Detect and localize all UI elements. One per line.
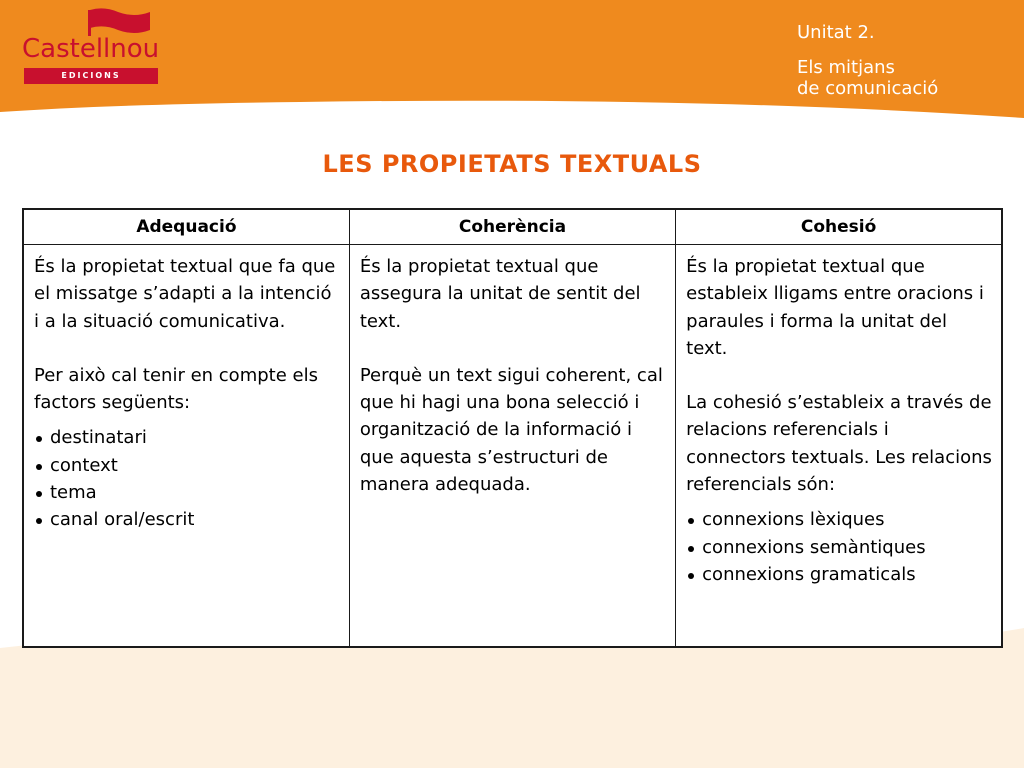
brand-name: Castellnou xyxy=(22,34,160,64)
header-adequacio: Adequació xyxy=(23,209,349,245)
adequacio-factors-intro: Per això cal tenir en compte els factors següents: xyxy=(34,364,318,414)
list-item: connexions gramaticals xyxy=(686,561,993,588)
list-item: connexions lèxiques xyxy=(686,506,993,533)
cell-cohesio xyxy=(676,245,1002,648)
cell-coherencia xyxy=(349,245,675,648)
unit-subtitle-line2: de comunicació xyxy=(797,78,939,99)
unit-title: Unitat 2. xyxy=(797,22,875,43)
cell-adequacio xyxy=(23,245,349,648)
header-cohesio: Cohesió xyxy=(676,209,1002,245)
list-item: connexions semàntiques xyxy=(686,534,993,561)
list-item: destinatari xyxy=(34,424,341,451)
cohesio-relations-list xyxy=(686,506,993,588)
coherencia-detail: Perquè un text sigui coherent, cal que hi hagi una bona selecció i organització de la informació i que aquesta s’estructuri de manera adequada. xyxy=(359,364,663,496)
header-coherencia: Coherència xyxy=(349,209,675,245)
properties-table xyxy=(22,208,1003,648)
castellnou-logo xyxy=(22,8,162,78)
page-title: LES PROPIETATS TEXTUALS xyxy=(322,150,702,178)
unit-subtitle xyxy=(797,57,938,99)
list-item: canal oral/escrit xyxy=(34,506,341,533)
table-header-row xyxy=(23,209,1002,245)
coherencia-definition: És la propietat textual que assegura la unitat de sentit del text. xyxy=(359,256,641,332)
list-item: tema xyxy=(34,479,341,506)
cohesio-definition: És la propietat textual que estableix lligams entre oracions i paraules i forma la unitat del text. xyxy=(686,256,984,359)
unit-subtitle-line1: Els mitjans xyxy=(797,57,895,78)
cohesio-detail: La cohesió s’estableix a través de relacions referencials i connectors textuals. Les relacions referencials són: xyxy=(686,392,992,496)
table-row xyxy=(23,245,1002,648)
adequacio-definition: És la propietat textual que fa que el missatge s’adapti a la intenció i a la situació comunicativa. xyxy=(34,256,336,332)
adequacio-factors-list xyxy=(34,424,341,533)
brand-tagline: EDICIONS xyxy=(24,68,158,84)
list-item: context xyxy=(34,452,341,479)
